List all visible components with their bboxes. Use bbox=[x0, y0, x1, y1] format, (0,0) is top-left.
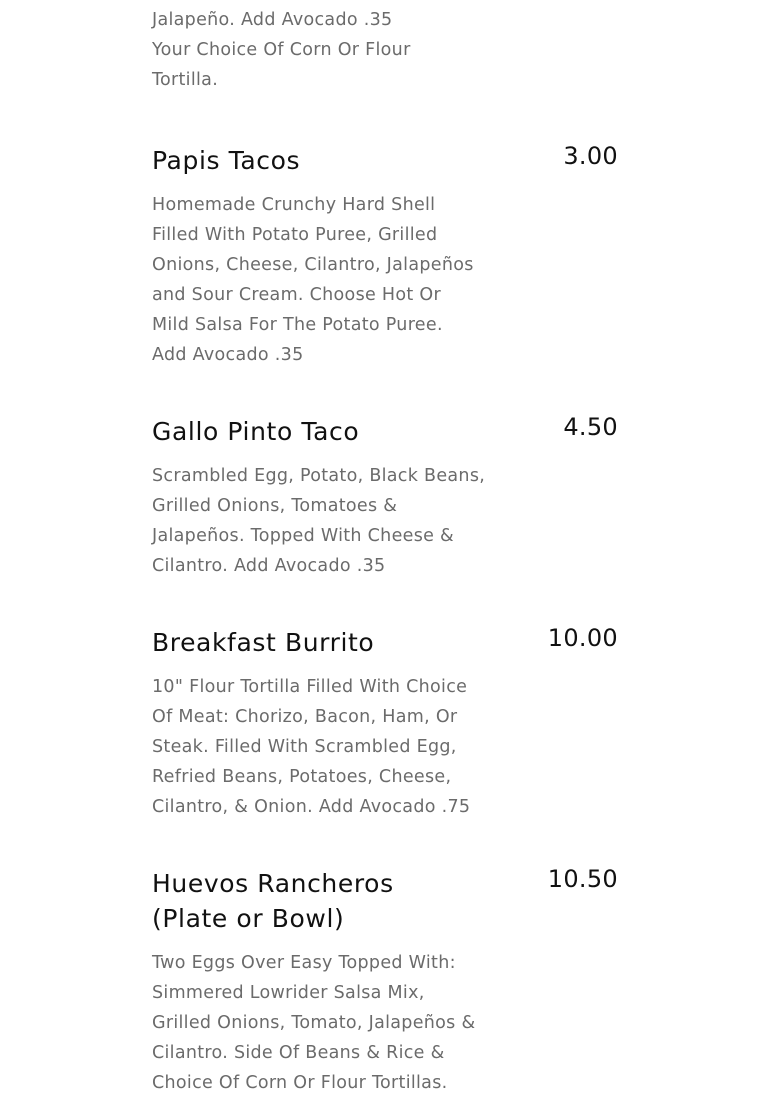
item-name: Papis Tacos bbox=[152, 146, 301, 175]
item-name-line: (Plate or Bowl) bbox=[152, 904, 345, 933]
description-line: Simmered Lowrider Salsa Mix, bbox=[152, 983, 425, 1003]
description-line: Tortilla. bbox=[152, 70, 219, 90]
description-line: Cilantro. Side Of Beans & Rice & bbox=[152, 1043, 445, 1063]
description-line: Grilled Onions, Tomatoes & bbox=[152, 496, 398, 516]
item-name: Gallo Pinto Taco bbox=[152, 417, 360, 446]
description-line: Jalapeños. Topped With Cheese & bbox=[152, 526, 454, 546]
description-line: and Sour Cream. Choose Hot Or bbox=[152, 285, 441, 305]
description-line: Onions, Cheese, Cilantro, Jalapeños bbox=[152, 255, 474, 275]
description-line: Grilled Onions, Tomato, Jalapeños & bbox=[152, 1013, 476, 1033]
menu-item-gallo-pinto-taco[interactable] bbox=[152, 414, 620, 581]
menu-item-breakfast-burrito[interactable] bbox=[152, 625, 620, 822]
description-line: Your Choice Of Corn Or Flour bbox=[152, 40, 411, 60]
item-name-line: Huevos Rancheros bbox=[152, 869, 394, 898]
item-description bbox=[152, 672, 492, 822]
description-line: Cilantro, & Onion. Add Avocado .75 bbox=[152, 797, 471, 817]
description-line: Cilantro. Add Avocado .35 bbox=[152, 556, 386, 576]
description-line: Scrambled Egg, Potato, Black Beans, bbox=[152, 466, 486, 486]
description-line: Mild Salsa For The Potato Puree. bbox=[152, 315, 443, 335]
description-line: Two Eggs Over Easy Topped With: bbox=[152, 953, 456, 973]
item-price: 10.50 bbox=[547, 865, 618, 893]
item-price: 3.00 bbox=[563, 142, 618, 170]
description-line: Add Avocado .35 bbox=[152, 345, 304, 365]
description-line: Jalapeño. Add Avocado .35 bbox=[152, 10, 393, 30]
description-line: Of Meat: Chorizo, Bacon, Ham, Or bbox=[152, 707, 458, 727]
description-line: Steak. Filled With Scrambled Egg, bbox=[152, 737, 457, 757]
description-line: Homemade Crunchy Hard Shell bbox=[152, 195, 436, 215]
description-line: Choice Of Corn Or Flour Tortillas. bbox=[152, 1073, 448, 1093]
description-line: Filled With Potato Puree, Grilled bbox=[152, 225, 438, 245]
description-line: Refried Beans, Potatoes, Cheese, bbox=[152, 767, 452, 787]
description-line: 10" Flour Tortilla Filled With Choice bbox=[152, 677, 468, 697]
menu-item-huevos-rancheros[interactable] bbox=[152, 866, 620, 1098]
item-description bbox=[152, 461, 492, 581]
item-price: 10.00 bbox=[547, 624, 618, 652]
item-description bbox=[152, 190, 492, 370]
item-price: 4.50 bbox=[563, 413, 618, 441]
menu-item-papis-tacos[interactable] bbox=[152, 143, 620, 370]
item-description-partial bbox=[152, 5, 492, 95]
item-description bbox=[152, 948, 492, 1098]
item-name: Breakfast Burrito bbox=[152, 628, 375, 657]
